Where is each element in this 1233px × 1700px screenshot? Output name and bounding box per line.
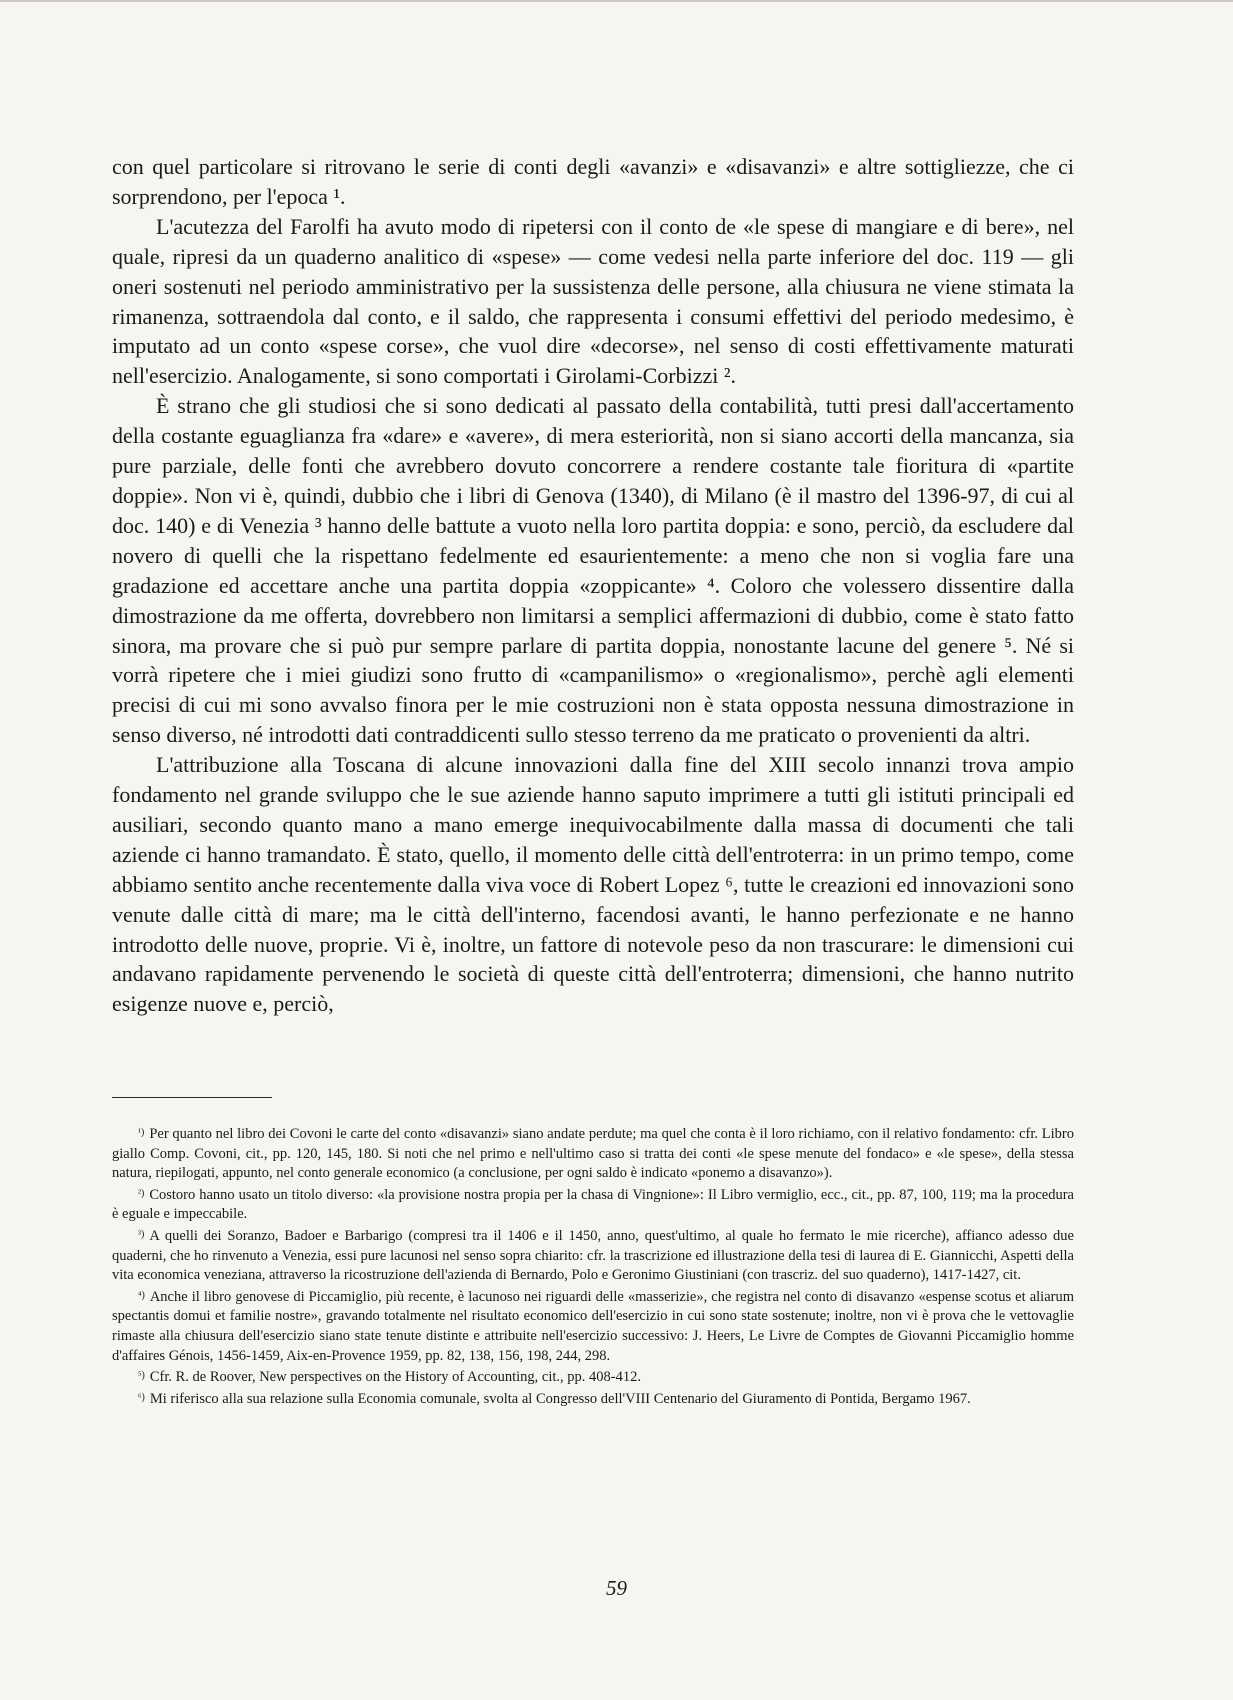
footnote-mark: ³) (138, 1228, 145, 1240)
footnote-2 (112, 1184, 1074, 1225)
main-text-block (112, 152, 1074, 1019)
paragraph-1: con quel particolare si ritrovano le serie di conti degli «avanzi» e «disavanzi» e altre sottigliezze, che ci sorprendono, per l'epoca ¹. (112, 154, 1074, 209)
footnote-mark: ⁴) (138, 1289, 145, 1301)
paragraph-3: È strano che gli studiosi che si sono dedicati al passato della contabilità, tutti presi dall'accertamento della costante eguaglianza fra «dare» e «avere», di mera esteriorità, non si siano accorti della mancanza, sia pure parziale, delle fonti che avrebbero dovuto concorrere a rendere costante tale fioritura di «partite doppie». Non vi è, quindi, dubbio che i libri di Genova (1340), di Milano (è il mastro del 1396-97, di cui al doc. 140) e di Venezia ³ hanno delle battute a vuoto nella loro partita doppia: e sono, perciò, da escludere dal novero di quelli che la rispettano fedelmente ed esaurientemente: a meno che non si voglia fare una gradazione ed accettare anche una partita doppia «zoppicante» ⁴. Coloro che volessero dissentire dalla dimostrazione da me offerta, dovrebbero non limitarsi a semplici affermazioni di dubbio, come è stato fatto sinora, ma provare che si può pur sempre parlare di partita doppia, nonostante lacune del genere ⁵. Né si vorrà ripetere che i miei giudizi sono frutto di «campanilismo» o «regionalismo», perchè agli elementi precisi di cui mi sono avvalso finora per le mie costruzioni non è stata opposta nessuna dimostrazione in senso diverso, né introdotti dati contraddicenti sullo stesso terreno da me praticato o provenienti da altri. (112, 393, 1074, 748)
footnote-mark: ¹) (138, 1127, 145, 1138)
footnote-text: Mi riferisco alla sua relazione sulla Economia comunale, svolta al Congresso dell'VIII Centenario del Giuramento di Pontida, Bergamo 1967. (149, 1390, 971, 1407)
footnote-text: Anche il libro genovese di Piccamiglio, più recente, è lacunoso nei riguardi delle «masserizie», che registra nel conto di disavanzo «espense scotus et aliarum spectantis domui et familie nostre», gravando totalmente nel risultato economico dell'esercizio in cui sono state sostenute; inoltre, non vi è prova che le vettovaglie rimaste alla chiusura dell'esercizio siano state tenute distinte e attribuite nell'esercizio successivo: J. Heers, Le Livre de Comptes de Giovanni Piccamiglio homme d'affaires Génois, 1456-1459, Aix-en-Provence 1959, pp. 82, 138, 156, 198, 244, 298. (112, 1288, 1074, 1364)
page-number: 59 (606, 1576, 627, 1600)
footnote-3 (112, 1225, 1074, 1286)
paragraph-2: L'acutezza del Farolfi ha avuto modo di ripetersi con il conto de «le spese di mangiare e di bere», nel quale, ripresi da un quaderno analitico di «spese» — come vedesi nella parte inferiore del doc. 119 — gli oneri sostenuti nel periodo amministrativo per la sussistenza delle persone, alla chiusura ne viene stimata la rimanenza, sottraendola dal conto, e il saldo, che rappresenta i consumi effettivi del periodo medesimo, è imputato ad un conto «spese corse», che vuol dire «decorse», nel senso di costi effettivamente maturati nell'esercizio. Analogamente, si sono comportati i Girolami-Corbizzi ². (112, 213, 1074, 389)
footnote-text: Cfr. R. de Roover, New perspectives on the History of Accounting, cit., pp. 408-412. (149, 1369, 641, 1386)
footnote-text: Per quanto nel libro dei Covoni le carte del conto «disavanzi» siano andate perdute; ma quel che conta è il loro richiamo, con il relativo fondamento: cfr. Libro giallo Comp. Covoni, cit., pp. 120, 145, 180. Si noti che nel primo e nell'ultimo caso si tratta dei conti «le spese menute del fondaco» e «le spese», della stessa natura, riepilogati, appunto, nel conto generale economico (a conclusione, per ogni saldo è indicato «ponemo a disavanzo»). (112, 1126, 1074, 1182)
page-top-edge (0, 0, 1233, 2)
footnote-1 (112, 1123, 1074, 1184)
paragraph-4: L'attribuzione alla Toscana di alcune innovazioni dalla fine del XIII secolo innanzi trova ampio fondamento nel grande sviluppo che le sue aziende hanno saputo imprimere a tutti gli istituti principali ed ausiliari, secondo quanto mano a mano emerge inequivocabilmente dalla massa di documenti che tali aziende ci hanno tramandato. È stato, quello, il momento delle città dell'entroterra: in un primo tempo, come abbiamo sentito anche recentemente dalla viva voce di Robert Lopez ⁶, tutte le creazioni ed innovazioni sono venute dalle città di mare; ma le città dell'interno, facendosi avanti, le hanno perfezionate e ne hanno introdotto delle nuove, proprie. Vi è, inoltre, un fattore di notevole peso da non trascurare: le dimensioni cui andavano rapidamente pervenendo le società di queste città dell'entroterra; dimensioni, che hanno nutrito esigenze nuove e, perciò, (112, 752, 1074, 1017)
footnote-mark: ⁵) (138, 1370, 145, 1382)
footnote-5 (112, 1366, 1074, 1388)
footnote-text: Costoro hanno usato un titolo diverso: «la provisione nostra propia per la chasa di Vingnione»: Il Libro vermiglio, ecc., cit., pp. 87, 100, 119; ma la procedura è eguale e impeccabile. (112, 1186, 1074, 1223)
footnote-text: A quelli dei Soranzo, Badoer e Barbarigo (compresi tra il 1406 e il 1450, anno, quest'ultimo, al quale ho fermato le mie ricerche), affianco adesso due quaderni, che ho rinvenuto a Venezia, essi pure lacunosi nel senso sopra chiarito: cfr. la trascrizione ed illustrazione della tesi di laurea di E. Giannicchi, Aspetti della vita economica veneziana, attraverso la ricostruzione dell'azienda di Bernardo, Polo e Geronimo Giustiniani (con trascriz. del suo quaderno), 1417-1427, cit. (112, 1227, 1074, 1284)
footnote-4 (112, 1286, 1074, 1366)
footnote-6 (112, 1388, 1074, 1410)
footnotes-block (112, 1123, 1074, 1409)
footnote-mark: ⁶) (138, 1391, 145, 1403)
footnote-separator (112, 1097, 272, 1098)
footnote-mark: ²) (138, 1187, 145, 1199)
